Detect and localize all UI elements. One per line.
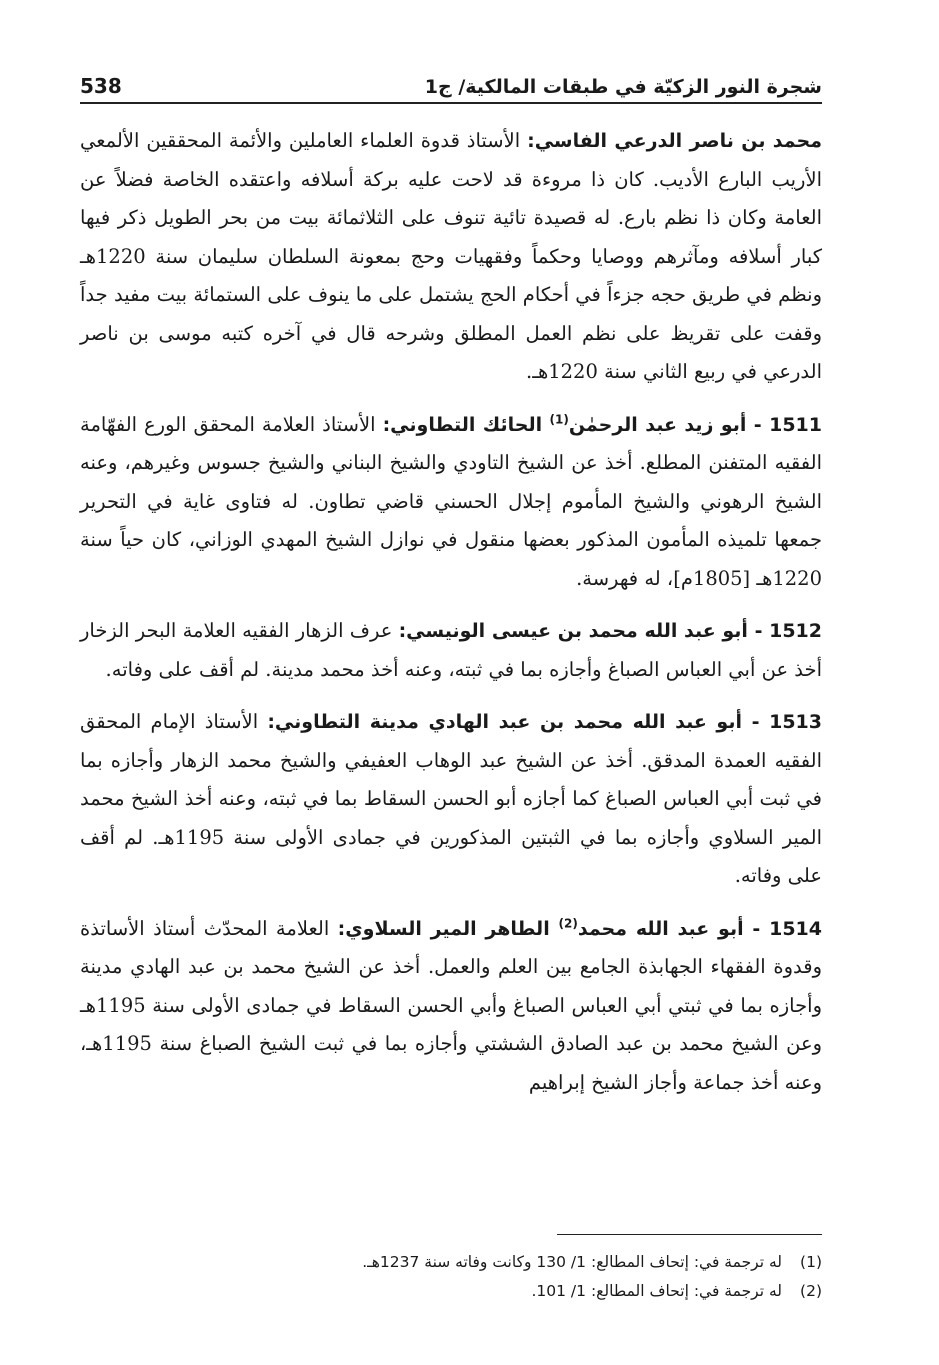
entry-name: 1512 - أبو عبد الله محمد بن عيسى الونيسي: xyxy=(398,620,822,642)
entry-name xyxy=(338,918,822,940)
entry-text: الأستاذ العلامة المحقق الورع الفهّامة الفقيه المتفنن المطلع. أخذ عن الشيخ التاودي والشيخ البناني والشيخ جسوس وغيرهم، وعنه الشيخ الرهوني والشيخ المأموم إجلال الحسني قاضي تطاون. له فتاوى غاية في التحرير جمعها تلميذه المأمون المذكور بعضها منقول في نوازل الشيخ المهدي الوزاني، كان حياً سنة 1220هـ [1805م]، له فهرسة. xyxy=(80,412,822,590)
entry-name: 1513 - أبو عبد الله محمد بن عبد الهادي مدينة التطاوني: xyxy=(267,711,822,733)
biography-entry xyxy=(80,406,822,599)
footnote xyxy=(80,1277,822,1306)
footnote-text: له ترجمة في: إتحاف المطالع: 1/ 101. xyxy=(531,1282,782,1300)
entry-name xyxy=(383,414,822,436)
biography-entry xyxy=(80,612,822,689)
entry-name-part: 1511 - أبو زيد عبد الرحمٰن xyxy=(568,413,822,436)
page-number: 538 xyxy=(80,74,122,98)
running-header xyxy=(80,62,822,104)
footnote-text: له ترجمة في: إتحاف المطالع: 1/ 130 وكانت وفاته سنة 1237هـ. xyxy=(362,1253,782,1271)
footnotes xyxy=(80,1248,822,1306)
entry-name-part: 1514 - أبو عبد الله محمد xyxy=(577,917,822,940)
biography-entry xyxy=(80,703,822,896)
running-title: شجرة النور الزكيّة في طبقات المالكية/ ج1 xyxy=(424,76,822,98)
entry-name: محمد بن ناصر الدرعي الفاسي: xyxy=(527,130,822,152)
footnote-marker: (2) xyxy=(558,916,578,931)
entry-text: العلامة المحدّث أستاذ الأساتذة وقدوة الفقهاء الجهابذة الجامع بين العلم والعمل. أخذ عن الشيخ محمد بن عبد الهادي مدينة وأجازه بما في ثبتي أبي العباس الصباغ وأبي الحسن السقاط في جمادى الأولى سنة 1195هـ وعن الشيخ محمد بن عبد الصادق الششتي وأجازه بما في ثبت الشيخ الصباغ سنة 1195هـ، وعنه أخذ جماعة وأجاز الشيخ إبراهيم xyxy=(80,916,822,1094)
footnote-separator xyxy=(557,1234,822,1235)
main-text xyxy=(80,122,822,1102)
entry-text: عرف الزهار الفقيه العلامة البحر الزخار أخذ عن أبي العباس الصباغ وأجازه بما في ثبته، وعنه أخذ محمد مدينة. لم أقف على وفاته. xyxy=(80,619,822,681)
footnote-number: (2) xyxy=(800,1282,822,1300)
entry-text: الأستاذ قدوة العلماء العاملين والأئمة المحققين الألمعي الأريب البارع الأديب. كان ذا مروءة قد لاحت عليه بركة أسلافه واعتقده الخاصة فضلاً عن العامة وكان ذا نظم بارع. له قصيدة تائية تنوف على الثلاثمائة بيت من بحر الطويل ذكر فيها كبار أسلافه ومآثرهم ووصايا وحكماً وفقهيات وحج بمعونة السلطان سليمان سنة 1220هـ ونظم في طريق حجه جزءاً في أحكام الحج يشتمل على ما ينوف على الستمائة بيت مفيد جداً وقفت على تقريظ على نظم العمل المطلق وشرحه قال في آخره كتبه موسى بن ناصر الدرعي في ربيع الثاني سنة 1220هـ. xyxy=(80,129,822,383)
biography-entry xyxy=(80,910,822,1103)
entry-name-part: الحائك التطاوني: xyxy=(382,413,550,436)
footnote-marker: (1) xyxy=(549,412,569,427)
footnote-number: (1) xyxy=(800,1253,822,1271)
entry-text: الأستاذ الإمام المحقق الفقيه العمدة المدقق. أخذ عن الشيخ عبد الوهاب العفيفي والشيخ محمد الزهار وأجازه بما في ثبت أبي العباس الصباغ كما أجازه أبو الحسن السقاط بما في ثبته، وعنه أخذ الشيخ محمد المير السلاوي وأجازه بما في الثبتين المذكورين في جمادى الأولى سنة 1195هـ. لم أقف على وفاته. xyxy=(80,710,823,887)
book-page xyxy=(80,62,822,1352)
entry-name-part: الطاهر المير السلاوي: xyxy=(337,917,559,940)
biography-entry xyxy=(80,122,822,392)
footnote xyxy=(80,1248,822,1277)
